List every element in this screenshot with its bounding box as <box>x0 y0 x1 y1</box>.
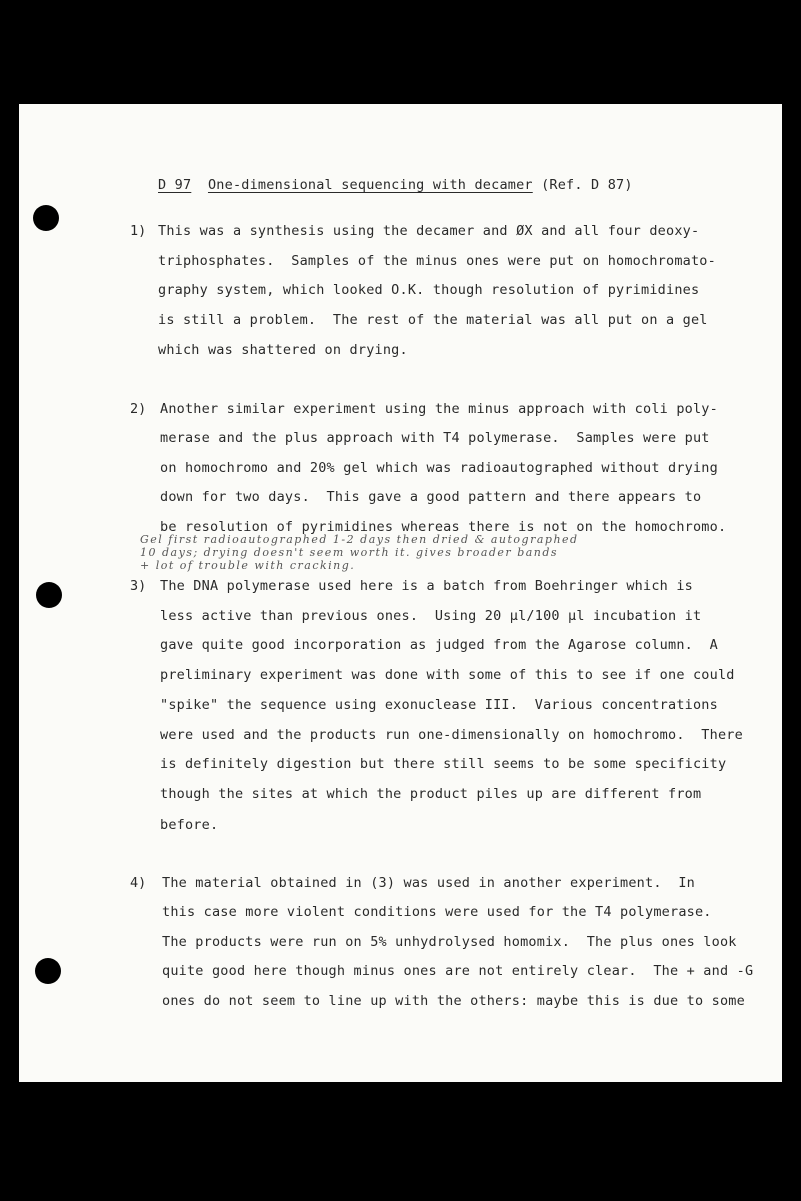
text-line: ones do not seem to line up with the others: maybe this is due to some <box>162 993 745 1009</box>
heading-ref: D 97 <box>158 177 192 193</box>
item-number: 3) <box>130 578 147 594</box>
handwritten-note: + lot of trouble with cracking. <box>140 559 356 572</box>
text-line: on homochromo and 20% gel which was radioautographed without drying <box>160 460 718 476</box>
text-line: down for two days. This gave a good pattern and there appears to <box>160 489 702 505</box>
item-number: 1) <box>130 223 147 239</box>
item-number: 2) <box>130 401 147 417</box>
text-line: The material obtained in (3) was used in another experiment. In <box>162 875 695 891</box>
punch-hole <box>33 205 59 231</box>
text-line: is still a problem. The rest of the material was all put on a gel <box>158 312 708 328</box>
text-line: gave quite good incorporation as judged from the Agarose column. A <box>160 637 718 653</box>
text-line: "spike" the sequence using exonuclease III. Various concentrations <box>160 697 718 713</box>
handwritten-note: 10 days; drying doesn't seem worth it. gives broader bands <box>140 546 559 559</box>
text-line: this case more violent conditions were used for the T4 polymerase. <box>162 904 712 920</box>
punch-hole <box>36 582 62 608</box>
text-line: The products were run on 5% unhydrolysed homomix. The plus ones look <box>162 934 737 950</box>
heading-suffix: (Ref. D 87) <box>541 177 633 193</box>
text-line: quite good here though minus ones are not entirely clear. The + and -G <box>162 963 754 979</box>
text-line: which was shattered on drying. <box>158 342 408 358</box>
text-line: be resolution of pyrimidines whereas there is not on the homochromo. <box>160 519 727 535</box>
text-line: were used and the products run one-dimensionally on homochromo. There <box>160 727 743 743</box>
text-line: triphosphates. Samples of the minus ones were put on homochromato- <box>158 253 716 269</box>
heading-title: One-dimensional sequencing with decamer <box>207 177 533 193</box>
text-line: preliminary experiment was done with some of this to see if one could <box>160 667 735 683</box>
punch-hole <box>35 958 61 984</box>
text-line: graphy system, which looked O.K. though resolution of pyrimidines <box>158 282 700 298</box>
text-line: less active than previous ones. Using 20 µl/100 µl incubation it <box>160 608 702 624</box>
page-heading <box>158 177 633 193</box>
item-number: 4) <box>130 875 147 891</box>
handwritten-note: Gel first radioautographed 1-2 days then dried & autographed <box>140 533 579 546</box>
text-line: The DNA polymerase used here is a batch from Boehringer which is <box>160 578 693 594</box>
text-line: merase and the plus approach with T4 polymerase. Samples were put <box>160 430 710 446</box>
text-line: This was a synthesis using the decamer and ØX and all four deoxy- <box>158 223 700 239</box>
text-line: is definitely digestion but there still seems to be some specificity <box>160 756 727 772</box>
text-line: though the sites at which the product piles up are different from <box>160 786 702 802</box>
text-line: Another similar experiment using the minus approach with coli poly- <box>160 401 718 417</box>
text-line: before. <box>160 817 219 833</box>
